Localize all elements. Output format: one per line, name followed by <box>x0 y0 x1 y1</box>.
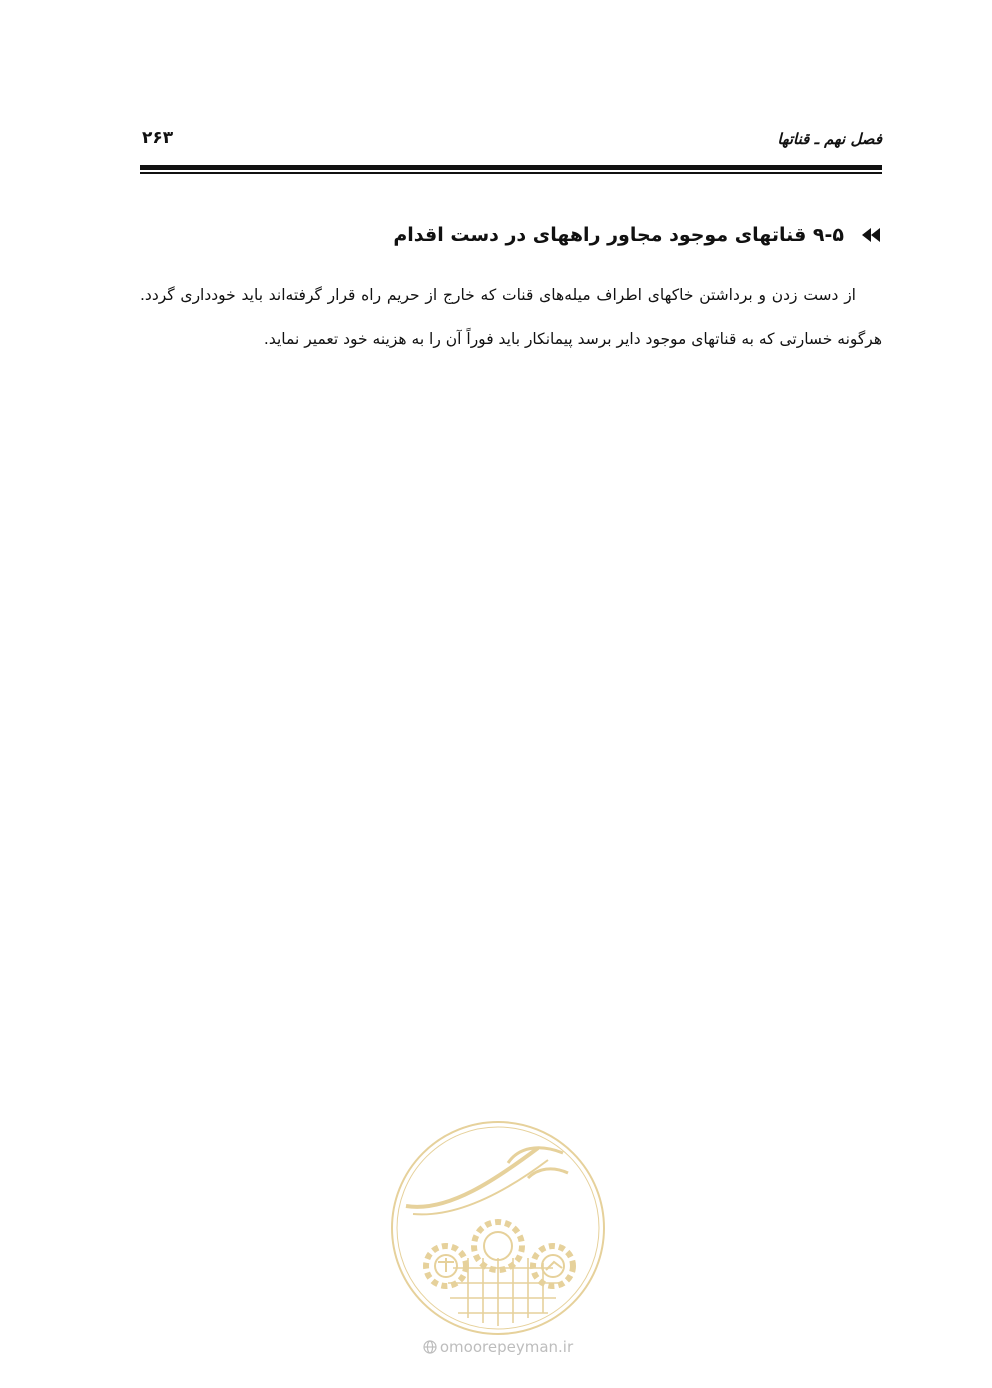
chapter-title: فصل نهم ـ قناتها <box>777 130 882 148</box>
omoore-peyman-seal-icon <box>388 1118 608 1338</box>
page-number: ۲۶۳ <box>142 128 174 148</box>
watermark-url-text: omoorepeyman.ir <box>439 1338 574 1356</box>
section-heading-text: ۹-۵ قناتهای موجود مجاور راههای در دست اقدام <box>393 224 844 246</box>
header-rule-thick <box>140 165 882 170</box>
header-rule-thin <box>140 172 882 174</box>
double-triangle-left-icon <box>860 227 882 243</box>
section-heading <box>140 218 882 252</box>
watermark-url <box>388 1338 608 1356</box>
page-header <box>140 126 882 160</box>
body-paragraph: از دست زدن و برداشتن خاکهای اطراف میله‌های قنات که خارج از حریم راه قرار گرفته‌اند باید خودداری گردد. هرگونه خسارتی که به قناتهای موجود دایر برسد پیمانکار باید فوراً آن را به هزینه خود تعمیر نماید. <box>140 286 882 348</box>
globe-icon <box>423 1340 437 1354</box>
